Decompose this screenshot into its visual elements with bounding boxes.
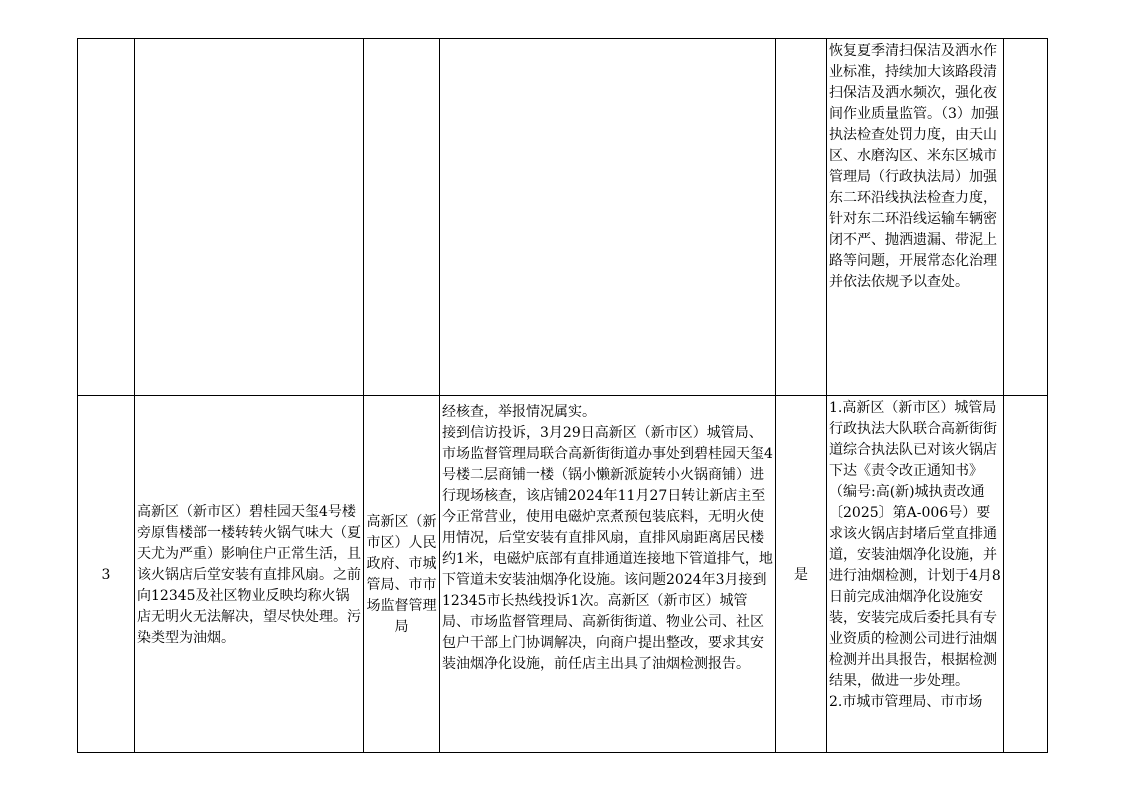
findings-cell [440, 396, 776, 753]
findings-cell [440, 39, 776, 396]
action-item: 1.高新区（新市区）城管局行政执法大队联合高新街街道综合执法队已对该火锅店下达《责令改正通知书》（编号:高(新)城执责改通〔2025〕第A-006号）要求该火锅店封堵后堂直排通道，安装油烟净化设施，并进行油烟检测，计划于4月8日前完成油烟净化设施安装，安装完成后委托具有专业资质的检测公司进行油烟检测并出具报告，根据检测结果，做进一步处理。 [829, 400, 1001, 689]
responsible-cell: 高新区（新市区）人民政府、市城管局、市市场监督管理局 [364, 396, 440, 753]
action-text: 恢复夏季清扫保洁及洒水作业标准，持续加大该路段清扫保洁及洒水频次，强化夜间作业质量监管。（3）加强执法检查处罚力度，由天山区、水磨沟区、米东区城市管理局（行政执法局）加强东二环沿线执法检查力度，针对东二环沿线运输车辆密闭不严、抛洒遗漏、带泥上路等问题，开展常态化治理并依法依规予以查处。 [829, 43, 999, 290]
index-cell [78, 39, 135, 396]
findings-summary: 经核查，举报情况属实。 [442, 404, 596, 420]
verified-cell: 是 [776, 396, 827, 753]
actions-cell [827, 39, 1004, 396]
table-row [78, 39, 1048, 396]
responsible-cell [364, 39, 440, 396]
table-row [78, 396, 1048, 753]
complaint-table [77, 38, 1048, 753]
complaint-cell: 高新区（新市区）碧桂园天玺4号楼旁原售楼部一楼转转火锅气味大（夏天尤为严重）影响住户正常生活，且该火锅店后堂安装有直排风扇。之前向12345及社区物业反映均称火锅店无明火无法解决，望尽快处理。污染类型为油烟。 [135, 396, 364, 753]
remarks-cell [1004, 39, 1048, 396]
actions-cell [827, 396, 1004, 753]
index-cell: 3 [78, 396, 135, 753]
verified-cell [776, 39, 827, 396]
action-item: 2.市城市管理局、市市场 [829, 694, 983, 710]
findings-detail: 接到信访投诉，3月29日高新区（新市区）城管局、市场监督管理局联合高新街街道办事处到碧桂园天玺4号楼二层商铺一楼（锅小懒新派旋转小火锅商铺）进行现场核查，该店铺2024年11月27日转让新店主至今正常营业，使用电磁炉烹煮预包装底料，无明火使用情况，后堂安装有直排风扇，直排风扇距离居民楼约1米，电磁炉底部有直排通道连接地下管道排气，地下管道未安装油烟净化设施。该问题2024年3月接到12345市长热线投诉1次。高新区（新市区）城管局、市场监督管理局、高新街街道、物业公司、社区包户干部上门协调解决，向商户提出整改，要求其安装油烟净化设施，前任店主出具了油烟检测报告。 [442, 425, 773, 672]
remarks-cell [1004, 396, 1048, 753]
complaint-cell [135, 39, 364, 396]
